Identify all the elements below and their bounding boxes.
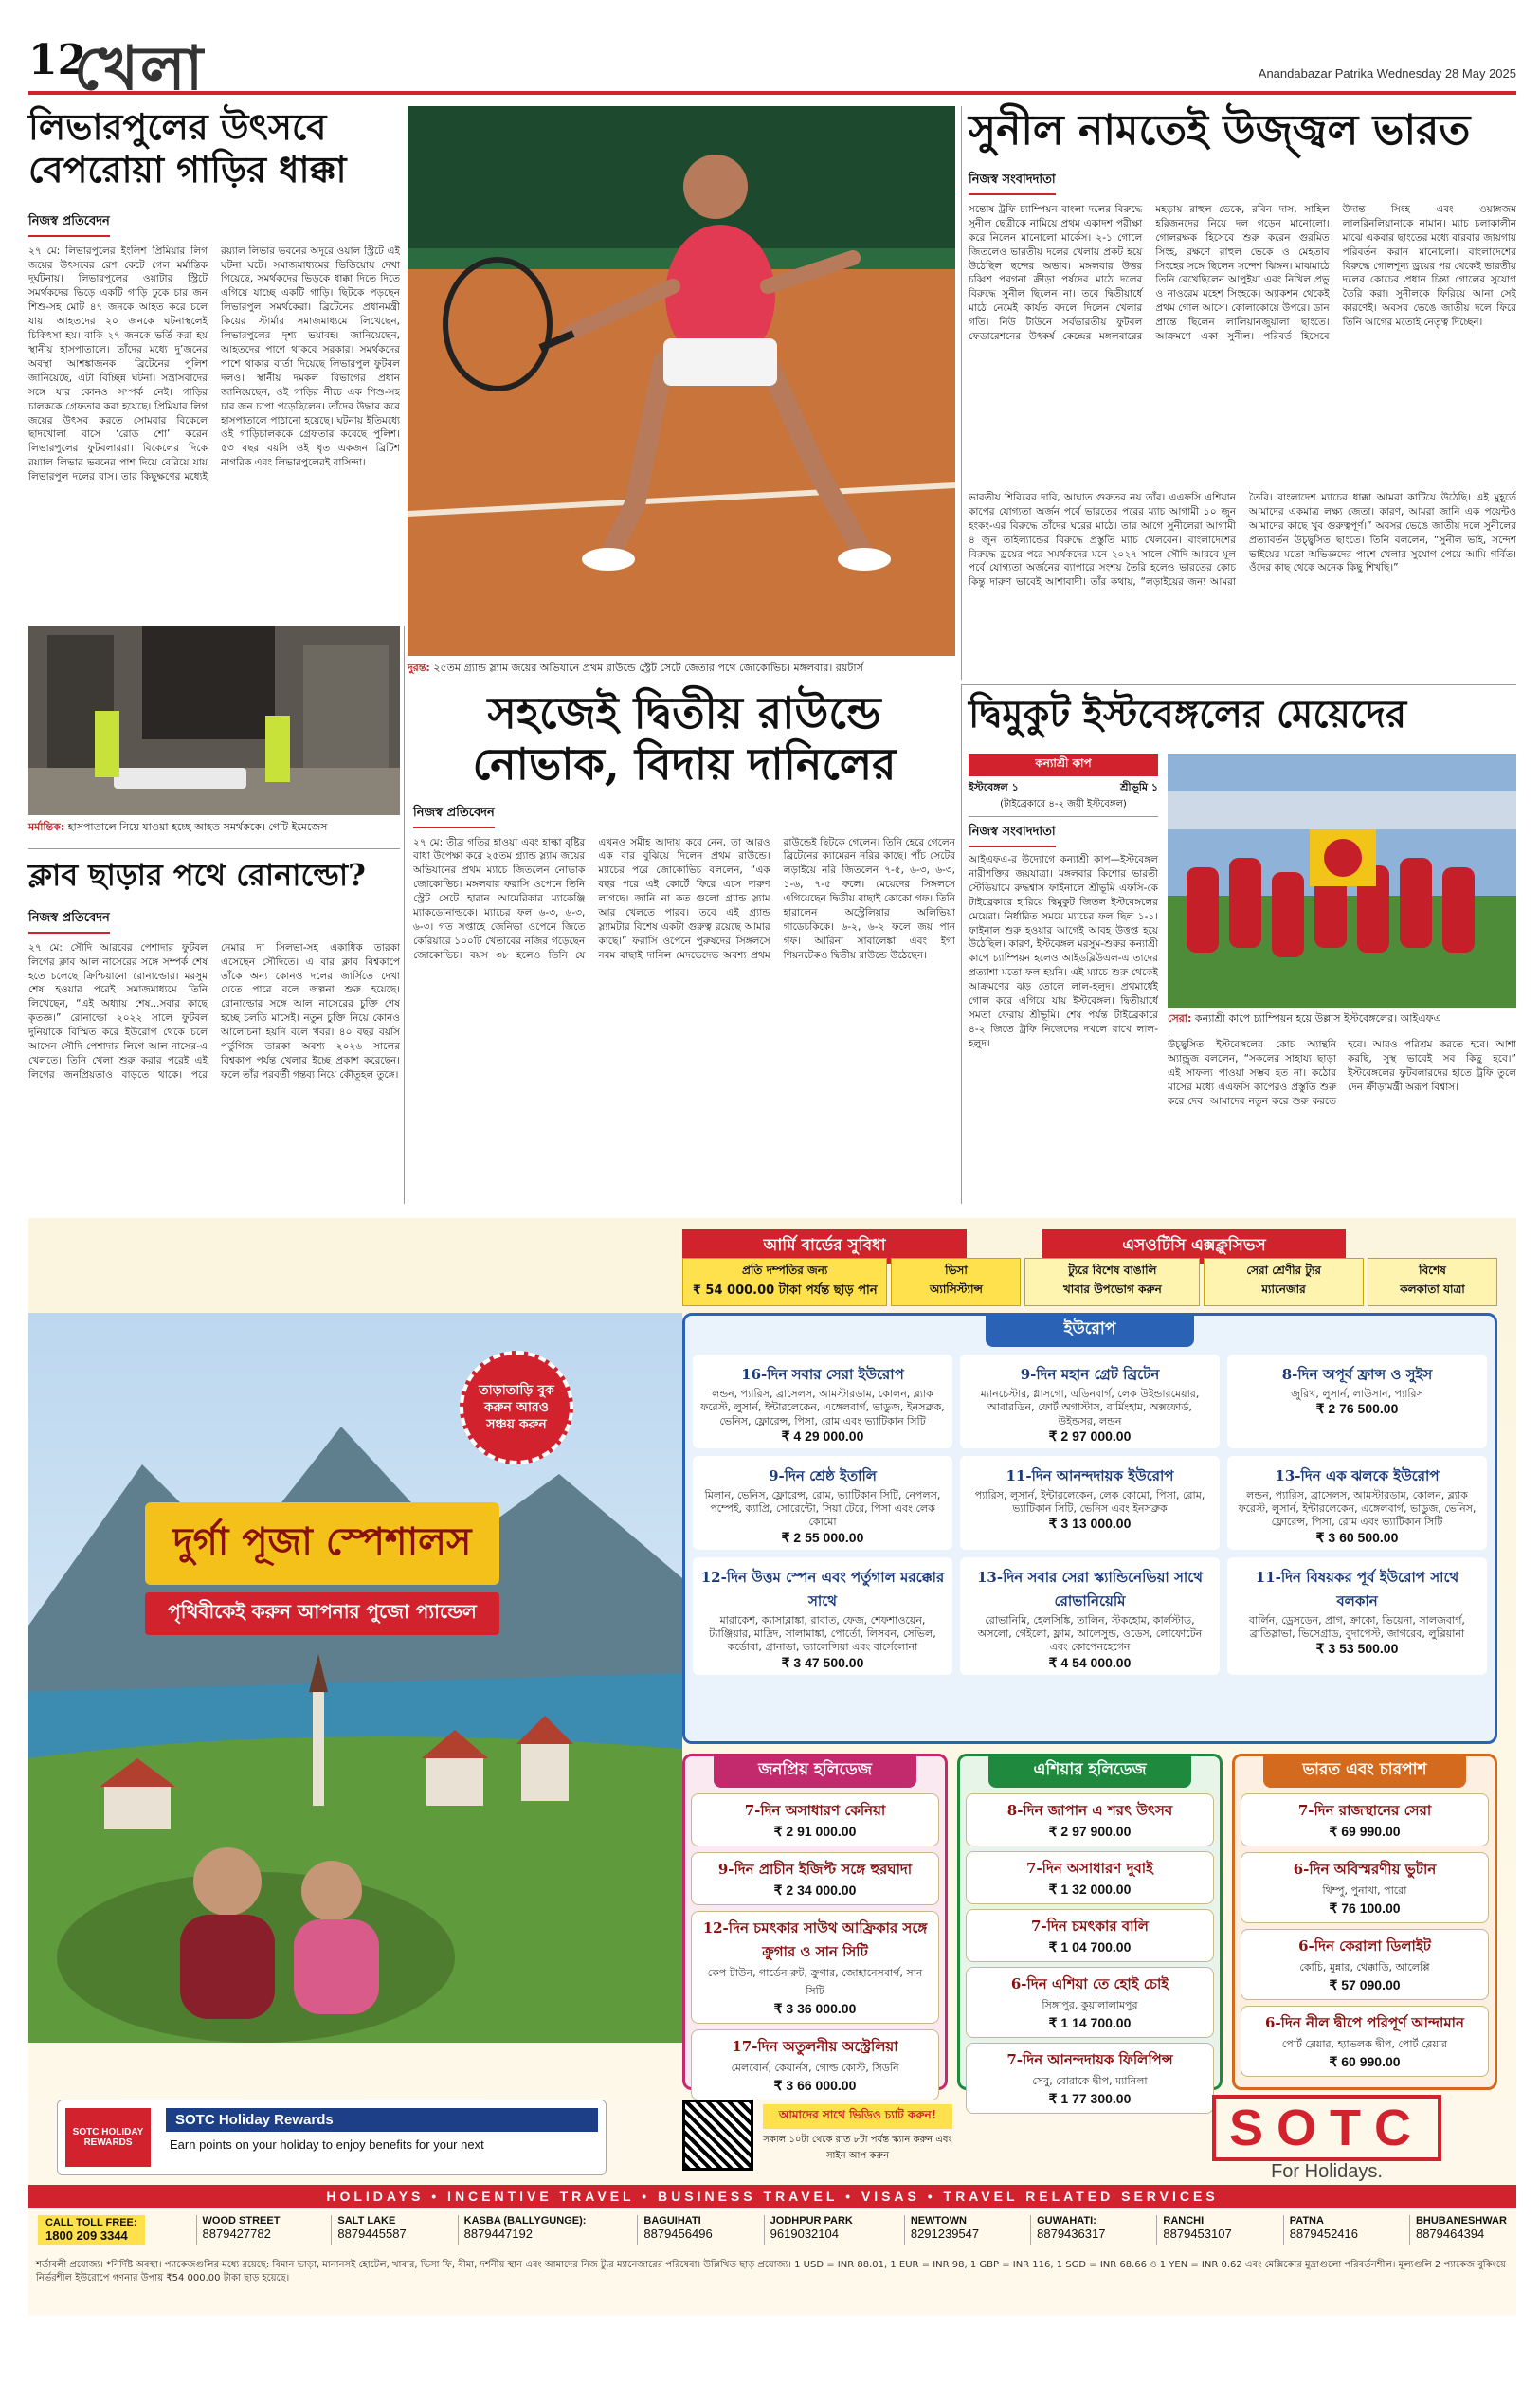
perk-item: সেরা শ্রেণীর ট্যুর ম্যানেজার [1204,1258,1364,1306]
story-body: ২৭ মে: সৌদি আরবের পেশাদার ফুটবল লিগের ক্লাব আল নাসেরের সঙ্গে সম্পর্ক শেষ হতে চলেছে ক্রিশ্চিয়ানো রোনাল্ডোর। মরসুম শেষ হওয়ার পরেই সমাজমাধ্যমে তিনি লিখেছেন, “এই অধ্যায় শেষ...সবার কাছে কৃতজ্ঞ।” রোনাল্ডো ২০২২ সালে ফুটবল দুনিয়াকে বিস্মিত করে ইউরোপ থেকে চলে আসেন সৌদি পেশাদার লিগে আল নাসের-এ খেলতে। তিনি খেলা শুরু করার পরেই এই লিগের জনপ্রিয়তাও বাড়তে থাকে। পরে নেমার দা সিলভা-সহ একাধিক তারকা এসেছেন সৌদিতে। এ বার ক্লাব বিশ্বকাপে তাঁকে অন্য কোনও দলের জার্সিতে দেখা যেতে পারে বলে জল্পনা শুরু হয়েছে। রোনাল্ডোর সঙ্গে আল নাসেরের চুক্তি শেষ হচ্ছে চলতি মাসেই। নতুন চুক্তি নিয়ে কোনও আলোচনা হয়নি বলে খবর। ৪০ বছর বয়সি পর্তুগিজ তারকা অবশ্য ২০২৬ সালের বিশ্বকাপ পর্যন্ত খেলার ইচ্ছে প্রকাশ করেছেন। ফলে তাঁর পরবর্তী গন্তব্য নিয়ে কৌতূহল তুঙ্গে। [28,941,400,1081]
tour-card[interactable] [966,1967,1214,2038]
branch-name: GUWAHATI: [1037,2215,1096,2227]
story-body: ২৭ মে: তীব্র গতির হাওয়া এবং হাল্কা বৃষ্টির বাধা উপেক্ষা করে ২৫তম গ্র্যান্ড স্ল্যাম জয়ের অভিযানের প্রথম ম্যাচে জিতলেন নোভাক জোকোভিচ। মঙ্গলবার ফরাসি ওপেনে তিনি স্ট্রেট সেটে হারান আমেরিকার ম্যাকেঞ্জি ম্যাকডোনাল্ডকে। ম্যাচের ফল ৬-৩, ৬-৩, ৬-৩। গত সপ্তাহে জেনিভা ওপেনে জিতে কেরিয়ারে ১০০টি খেতাবের নজির গড়েছেন জোকোভিচ। বয়স ৩৮ হলেও তিনি যে এখনও সমীহ আদায় করে নেন, তা আরও এক বার বুঝিয়ে দিলেন প্রথম রাউন্ডে। ম্যাচের পরে জোকোভিচ বললেন, “এক বছর পরে এই কোর্টে ফিরে এসে দারুণ লাগছে। জানি না কত গুলো গ্র্যান্ড স্ল্যাম আর খেলতে পারব। তবে এই গ্র্যান্ড স্ল্যামটার বিশেষ একটা গুরুত্ব রয়েছে আমার কাছে।” ফরাসি ওপেনে পুরুষদের সিঙ্গলসে নবম বাছাই দানিল মেদভেদেভ অবশ্য প্রথম রাউন্ডেই ছিটকে গেলেন। তিনি হেরে গেলেন ব্রিটেনের ক্যামেরন নরির কাছে। পাঁচ সেটের লড়াইয়ে নরি জিতলেন ৭-৫, ৬-৩, ৬-৩, ১-৬, ৭-৫ ফলে। মেয়েদের সিঙ্গলসে এগিয়েছেন দ্বিতীয় বাছাই কোকো গফ। তিনি হারালেন অস্ট্রেলিয়ার অলিভিয়া গাডেচকিকে। ৬-২, ৬-২ ফলে জয় পান গফ। আরিনা সাবালেঙ্কা এবং ইগা শিয়নটেকও দ্বিতীয় রাউন্ডে উঠেছেন। [413,836,955,961]
tour-places: মারাকেশ, ক্যাসাব্লাঙ্কা, রাবাত, ফেজ, শেফশাওয়েন, ট্যাঞ্জিয়ার, মাদ্রিদ, সালামাঙ্কা, পোর্তো, লিসবন, সেভিল, কর্ডোবা, গ্রানাডা, ভ্যালেন্সিয়া এবং বার্সেলোনা [709,1613,936,1654]
tour-price: ₹ 1 77 300.00 [1048,2091,1132,2106]
branch-phone: 9619032104 [770,2227,839,2241]
branch-name: RANCHI [1163,2215,1205,2227]
byline: নিজস্ব সংবাদদাতা [969,171,1056,195]
tour-card[interactable] [960,1557,1220,1675]
score-away: শ্রীভূমি ১ [1120,781,1158,793]
qr-text: সকাল ১০টা থেকে রাত ৮টা পর্যন্ত স্ক্যান করুন এবং সাইন আপ করুন [763,2135,952,2161]
india-title: ভারত এবং চারপাশ [1263,1754,1466,1788]
tour-name: 6-দিন অবিস্মরণীয় ভুটান [1293,1861,1437,1878]
branch-name: SALT LAKE [337,2215,396,2227]
story-novak [413,687,955,1213]
tour-places: বার্লিন, ড্রেসডেন, প্রাগ, ক্রাকো, ভিয়েনা, সালজবার্গ, ব্রাতিস্লাভা, ভিসেগ্রাড, বুদাপেস্ট, জাগরেব, লুব্লিয়ানা [1249,1613,1465,1641]
branch-phone: 8879436317 [1037,2227,1106,2241]
branch-name: BAGUIHATI [643,2215,701,2227]
tour-places: জুরিখ, লুসার্ন, লাউসান, প্যারিস [1291,1388,1423,1400]
paper-dateline: Anandabazar Patrika Wednesday 28 May 2025 [1258,66,1516,81]
tour-card[interactable] [1241,1929,1489,2000]
branch-contact[interactable] [637,2215,712,2245]
perk-item: বিশেষ কলকাতা যাত্রা [1368,1258,1497,1306]
tour-price: ₹ 2 97 000.00 [1048,1427,1132,1444]
popular-title: জনপ্রিয় হলিডেজ [714,1754,916,1788]
branch-contact[interactable] [331,2215,406,2245]
alpine-lake-family-image [28,1313,682,2043]
tour-name: 7-দিন অসাধারণ দুবাই [1026,1860,1153,1877]
headline: ক্লাব ছাড়ার পথে রোনাল্ডো? [28,857,366,893]
section-title: খেলা [74,33,206,104]
tour-price: ₹ 57 090.00 [1329,1977,1401,1992]
tour-price: ₹ 60 990.00 [1329,2054,1401,2069]
tour-price: ₹ 3 13 000.00 [1048,1516,1132,1532]
story-eastbengal [969,692,1516,736]
story-sunil [969,106,1516,671]
branch-phone: 8879464394 [1415,2227,1485,2241]
branch-phone: 8879445587 [337,2227,407,2241]
branch-contact[interactable] [764,2215,853,2245]
ambulance-stretcher-image [28,626,400,815]
byline: নিজস্ব প্রতিবেদন [28,212,110,237]
caption-label: সেরা: [1168,1012,1192,1025]
army-label: আর্মি বার্ডের সুবিধা [763,1236,886,1255]
branch-name: KASBA (BALLYGUNGE): [463,2215,587,2227]
qr-title: আমাদের সাথে ভিডিও চ্যাট করুন! [763,2104,952,2129]
tour-price: ₹ 1 14 700.00 [1048,2015,1132,2030]
branch-phone: 1800 209 3344 [45,2228,128,2243]
tour-price: ₹ 3 66 000.00 [773,2078,857,2093]
tour-name: 12-দিন উত্তম স্পেন এবং পর্তুগাল মরক্কোর সাথে [700,1568,945,1609]
score-note: (টাইব্রেকারে ৪-২ জয়ী ইস্টবেঙ্গল) [969,797,1158,817]
tour-card[interactable] [691,1793,939,1846]
score-home: ইস্টবেঙ্গল ১ [969,781,1019,793]
eastbengal-photo [1168,754,1516,1008]
tour-places: লন্ডন, প্যারিস, ব্রাসেলস, আমস্টারডাম, কোলন, ব্ল্যাক ফরেস্ট, লুসার্ন, ইন্টারলেকেন, এঙ্গেলবার্গ, ভাডুজ, ভেনিস, ফ্লোরেন্স, পিসা, রোম এবং ভ্যাটিকান সিটি [1238,1488,1477,1529]
asia-section [957,1754,1223,2106]
tour-places: থিম্পু, পুনাখা, পারো [1322,1884,1407,1897]
tour-card[interactable] [1227,1557,1487,1675]
story-body: ২৭ মে: লিভারপুলের ইংলিশ প্রিমিয়ার লিগ জয়ের উৎসবের রেশ কেটে গেল মর্মান্তিক দুর্ঘটনায়। লিভারপুলের ওয়াটার স্ট্রিটে সমর্থকদের ভিড়ে একটি গাড়ি ঢুকে চার জন শিশু-সহ মোট ৪৭ জনকে আহত করে চলে যায়। আহতদের ২০ জনকে ঘটনাস্থলেই চিকিৎসা হয়। বাকি ২৭ জনকে ভর্তি করা হয় স্থানীয় হাসপাতালে। তাঁদের মধ্যে দু’জনের অবস্থা আশঙ্কাজনক। ব্রিটেনের পুলিশ জানিয়েছে, এটা বিচ্ছিন্ন ঘটনা। সন্ত্রাসবাদের সঙ্গে যার কোনও সম্পর্ক নেই। গাড়ির চালককে গ্রেফতার করা হয়েছে। প্রিমিয়ার লিগ জয়ের উৎসব করতে সোমবার বিকেলে ছাদখোলা বাসে ‘রোড শো’ করেন লিভারপুলের ফুটবলাররা। বিকেলের দিকে রয়্যাল লিভার ভবনের পাশ দিয়ে বেরিয়ে যায় লিভারপুল দলের বাস। তার কিছুক্ষণের মধ্যেই রয়্যাল লিভার ভবনের অদূরে ওয়াল স্ট্রিটে এই ঘটনা ঘটে। সমাজমাধ্যমের ভিডিয়োয় দেখা গিয়েছে, সমর্থকদের ভিড়কে ধাক্কা দিতে দিতে এগিয়ে যাচ্ছে একটি গাড়ি। ছিটকে পড়ছেন লিভারপুল সমর্থকেরা। ব্রিটেনের প্রধানমন্ত্রী কিয়ের স্টার্মার সমাজমাধ্যমে লিখেছেন, লিভারপুলের দৃশ্য ভয়াবহ। জানিয়েছেন, আহতদের পাশে থাকবে সরকার। সমর্থকদের পাশে থাকার বার্তা দিয়েছে লিভারপুল ফুটবল দলও। স্থানীয় দমকল বিভাগের প্রধান জানিয়েছেন, ওই গাড়ির নীচে এক শিশু-সহ চার জন চাপা পড়েছিলেন। তাঁদের উদ্ধার করে হাসপাতালে পাঠানো হয়েছে। ঘটনায় ইতিমধ্যে ওই গাড়িচালককে গ্রেফতার করেছে পুলিশ। ৫৩ বছর বয়সি ওই ধৃত একজন ব্রিটিশ নাগরিক এবং লিভারপুলেরই বাসিন্দা। [28,245,400,483]
tour-name: 13-দিন সবার সেরা স্ক্যান্ডিনেভিয়া সাথে রোভানিয়েমি [977,1568,1203,1609]
caption-label: মর্মান্তিক: [28,821,65,833]
tour-card[interactable] [693,1456,952,1550]
branch-phone: 8879456496 [643,2227,713,2241]
cup-tag: কন্যাশ্রী কাপ [969,754,1158,776]
rewards-box [57,2100,607,2175]
brand-name: SOTC [1212,2095,1441,2161]
sotc-logo [1156,2095,1497,2183]
tour-places: ম্যানচেস্টার, গ্লাসগো, এডিনবার্গ, লেক উইন্ডারমেয়ার, আবারডিন, ফোর্ট অগাস্টাস, বার্মিংহাম, অক্সফোর্ড, উইন্ডসর, লন্ডন [980,1388,1200,1427]
tour-card[interactable] [691,2029,939,2100]
tour-price: ₹ 3 47 500.00 [781,1654,864,1670]
tour-name: 17-দিন অতুলনীয় অস্ট্রেলিয়া [732,2038,898,2055]
tour-name: 13-দিন এক ঝলকে ইউরোপ [1275,1466,1440,1484]
rewards-text: Earn points on your holiday to enjoy benefits for your next [170,2137,484,2152]
branch-contact[interactable] [196,2215,281,2245]
tour-name: 16-দিন সবার সেরা ইউরোপ [741,1366,904,1383]
tour-card[interactable] [691,1911,939,2024]
tour-price: ₹ 69 990.00 [1329,1824,1401,1839]
tour-name: 11-দিন বিষয়কর পূর্ব ইউরোপ সাথে বলকান [1255,1568,1459,1609]
liverpool-caption [28,821,400,835]
tour-places: পোর্ট ব্লেয়ার, হ্যাভলক দ্বীপ, পোর্ট ব্লেয়ার [1281,2038,1448,2050]
popular-section [682,1754,948,2093]
tour-places: কোচি, মুন্নার, থেক্কাডি, আলেপ্পি [1299,1961,1430,1973]
tour-card[interactable] [960,1355,1220,1448]
asia-title: এশিয়ার হলিডেজ [988,1754,1191,1788]
tour-name: 8-দিন অপূর্ব ফ্রান্স ও সুইস [1281,1366,1433,1383]
eastbengal-caption [1168,1012,1516,1027]
tour-places: মেলবোর্ন, কেয়ার্নস, গোল্ড কোস্ট, সিডনি [731,2062,899,2074]
popular-list [685,1788,945,2106]
story-ronaldo [28,858,400,1145]
branch-contact[interactable] [1409,2215,1507,2245]
branch-contact[interactable] [1156,2215,1231,2245]
sotc-advertisement [28,1218,1516,2316]
caption-text: ২৫তম গ্র্যান্ড স্ল্যাম জয়ের অভিযানে প্রথম রাউন্ডে স্ট্রেট সেটে জেতার পথে জোকোভিচ। মঙ্গলবার। রয়টার্স [433,662,863,674]
tour-price: ₹ 2 97 900.00 [1048,1824,1132,1839]
tour-places: মিলান, ভেনিস, ফ্লোরেন্স, রোম, ভ্যাটিকান সিটি, নেপলস, পম্পেই, ক্যাপ্রি, সোরেন্টো, সিয়া টেরে, পিসা এবং লেক কোমো [704,1488,941,1529]
tour-price: ₹ 2 91 000.00 [773,1824,857,1839]
caption-text: কন্যাশ্রী কাপে চ্যাম্পিয়ন হয়ে উল্লাস ইস্টবেঙ্গলের। আইএফএ [1194,1012,1441,1025]
contacts-row [28,2211,1516,2248]
branch-phone: 8879447192 [463,2227,533,2241]
services-strip: HOLIDAYS • INCENTIVE TRAVEL • BUSINESS TRAVEL • VISAS • TRAVEL RELATED SERVICES [28,2185,1516,2208]
tour-name: 7-দিন রাজস্থানের সেরা [1297,1802,1432,1819]
tour-price: ₹ 76 100.00 [1329,1900,1401,1916]
brand-tagline: For Holidays. [1271,2161,1383,2182]
tour-places: কেপ টাউন, গার্ডেন রুট, ক্রুগার, জোহানেসবার্গ, সান সিটি [707,1967,923,1997]
team-celebration-image [1168,754,1516,1008]
headline-line-1: সহজেই দ্বিতীয় রাউন্ডে [487,687,881,738]
tennis-caption [408,662,955,676]
branch-name: CALL TOLL FREE: [45,2217,137,2228]
tour-card[interactable] [1227,1456,1487,1550]
europe-title: ইউরোপ [986,1313,1194,1347]
tour-places: লন্ডন, প্যারিস, ব্রাসেলস, আমস্টারডাম, কোলন, ব্ল্যাক ফরেস্ট, লুসার্ন, ইন্টারলেকেন, এঙ্গেলবার্গ, ভাডুজ, ইনসব্রুক, ভেনিস, ফ্লোরেন্স, পিসা, রোম এবং ভ্যাটিকান সিটি [700,1388,945,1427]
tour-price: ₹ 2 34 000.00 [773,1882,857,1898]
exclusive-label: এসওটিসি এক্সক্লুসিভস [1122,1236,1266,1255]
story-body-continued: ভারতীয় শিবিরের দাবি, আঘাত গুরুতর নয় তাঁর। এএফসি এশিয়ান কাপের যোগ্যতা অর্জন পর্বে ভারতের পরের ম্যাচ আগামী ১০ জুন হংকং-এর বিরুদ্ধে তাঁদের ঘরের মাঠে। তার আগে সুনীলেরা আগামী ৪ জুন তাইল্যান্ডের বিরুদ্ধে প্রস্তুতি ম্যাচ খেলবেন। বাংলাদেশের বিরুদ্ধে ড্রয়ের পরে সমর্থকদের মনে ২০২৭ সালে সৌদি আরবে মূল পর্বে যোগ্যতা অর্জনের ব্যাপারে সংশয় তৈরি হলেও ভারতের কোচ কিন্তু দারুণ ভাবেই আশাবাদী। তাঁর কথায়, “লড়াইয়ের জন্য আমরা তৈরি। বাংলাদেশ ম্যাচের ধাক্কা আমরা কাটিয়ে উঠেছি। এই মুহূর্তে আমাদের একমাত্র লক্ষ্য জেতা। কারণ, আমরা জানি এক পয়েন্টও আমাদের কাছে খুব গুরুত্বপূর্ণ।” অবসর ভেঙে জাতীয় দলে সুনীলের প্রত্যাবর্তন উচ্ছ্বসিত ছাংতে। তিনি বললেন, “সুনীল ভাই, সন্দেশ ভাইয়ের মতো অভিজ্ঞদের পাশে খেলার সুযোগ পেয়ে আমি গর্বিত। ওঁদের কাছ থেকে অনেক কিছু শিখছি।” [969,491,1516,589]
tour-name: 8-দিন জাপান এ শরৎ উৎসব [1006,1802,1173,1819]
scenery-image [28,1313,682,2043]
tour-places: সিঙ্গাপুর, কুয়ালালামপুর [1042,1999,1138,2011]
byline: নিজস্ব সংবাদদাতা [969,823,1056,847]
tour-card[interactable] [1241,1793,1489,1846]
tour-name: 11-দিন আনন্দদায়ক ইউরোপ [1006,1466,1174,1484]
puja-title: দুর্গা পূজা স্পেশালস [145,1502,500,1585]
liverpool-photo [28,626,400,815]
europe-grid [685,1347,1495,1682]
branch-phone: 8879452416 [1289,2227,1358,2241]
tennis-photo [408,106,955,656]
tour-price: ₹ 4 29 000.00 [781,1427,864,1444]
tour-places: রোভানিমি, হেলসিঙ্কি, তালিন, স্টকহোম, কার্লস্টাড, অসলো, গেইলো, ফ্লাম, আলেসুন্ড, ওডেস, লোফোটেন এবং কোপেনহেগেন [977,1613,1203,1654]
headline: দ্বিমুকুট ইস্টবেঙ্গলের মেয়েদের [969,692,1407,736]
headline-line-2: বেপরোয়া গাড়ির ধাক্কা [28,147,347,191]
asia-list [960,1788,1220,2119]
tour-card[interactable] [966,1909,1214,1962]
story-body: সন্তোষ ট্রফি চ্যাম্পিয়ন বাংলা দলের বিরুদ্ধে সুনীল ছেত্রীকে নামিয়ে প্রথম একাদশ পরীক্ষা করে নিলেন মানোলো মার্কেস। ২-১ গোলে জিতলেও ভারতীয় দলের খেলায় প্রকট হয়ে উঠেছিল ছন্দের অভাব। মঙ্গলবার উত্তর চব্বিশ পরগনা ক্রীড়া পর্ষদের মাঠে দলের বিরুদ্ধে সুনীল ছিলেন না। তবে দ্বিতীয়ার্ধে মাঠে নেমেই কার্যত বদলে দিলেন খেলার গতি। নিউ টাউনে সর্বভারতীয় ফুটবল ফেডারেশনের উৎকর্ষ কেন্দ্রের মঙ্গলবারের মহড়ায় রাহুল ভেকে, রবিন দাস, সাহিল হরিজনদের নিয়ে দল গড়েন মানোলো। গোলরক্ষক হিসেবে শুরু করেন গুরমিত সিংহ, রক্ষণে রাহুল ভেকে ও মেহতাব সিংহের সঙ্গে ছিলেন সন্দেশ ঝিঙ্গন। মাঝমাঠে তিনি রেখেছিলেন আপুইয়া এবং নিখিল প্রভু ও নাওরেম মহেশ সিংহকে। অ্যাকশন থেকেই প্রথম গোল আসে। কোলাকোয়ে উপরে। ডান প্রান্তে ছিলেন লালিয়ানজুয়ালা ছাংতে। আক্রমণে একা সুনীল। পরিবর্ত হিসেবে উদান্ত সিংহ এবং ওয়াঙ্গজম লালরিনলিয়ানাকে নামান। ম্যাচ চলাকালীন মাঝে একবার ছাংতের মধ্যে বারবার জায়গায় পরিবর্তন করান মানোলো। বাংলাদেশের বিরুদ্ধে গোলশূন্য ড্রয়ের পর থেকেই ভারতীয় দলের কোচের প্রধান চিন্তা গোলের সুযোগ তৈরি করা। সুনীলকে ফিরিয়ে আনা সেই কারণেই। অবসর ভেঙে জাতীয় দলে ফিরে তিনি আগের মতোই নেতৃত্ব দিচ্ছেন। [969,203,1516,343]
rewards-logo: SOTC HOLIDAY REWARDS [65,2108,151,2167]
tour-name: 9-দিন প্রাচীন ইজিপ্ট সঙ্গে হুরঘাদা [717,1861,913,1878]
djokovic-image [408,106,955,656]
tour-name: 9-দিন শ্রেষ্ঠ ইতালি [769,1466,877,1484]
tour-card[interactable] [691,1852,939,1905]
headline-line-2: নোভাক, বিদায় দানিলের [472,738,897,791]
tour-price: ₹ 1 04 700.00 [1048,1939,1132,1955]
perk-item: ট্যুরে বিশেষ বাঙালি খাবার উপভোগ করুন [1024,1258,1200,1306]
tour-price: ₹ 2 76 500.00 [1315,1401,1399,1417]
tour-name: 9-দিন মহান গ্রেট ব্রিটেন [1020,1366,1160,1383]
caption-text: হাসপাতালে নিয়ে যাওয়া হচ্ছে আহত সমর্থককে। গেটি ইমেজেস [67,821,328,833]
branch-phone: 8879427782 [202,2227,271,2241]
headline: সুনীল নামতেই উজ্জ্বল ভারত [969,106,1471,155]
tour-card[interactable] [966,1851,1214,1904]
europe-section [682,1313,1497,1744]
byline: নিজস্ব প্রতিবেদন [413,804,495,828]
tour-card[interactable] [1227,1355,1487,1448]
story-body: আইএফএ-র উদ্যোগে কন্যাশ্রী কাপ—ইস্টবেঙ্গল নারীশক্তির জয়যাত্রা। মঙ্গলবার কিশোর ভারতী স্টেডিয়ামে রুদ্ধশ্বাস ফাইনালে শ্রীভূমি এফসি-কে টাইব্রেকারে হারিয়ে দ্বিমুকুট জিতল ইস্টবেঙ্গলের মেয়েরা। নির্ধারিত সময়ে ম্যাচের ফল ছিল ১-১। ফাইনাল শুরু হওয়ার আগেই আবহ উত্তপ্ত হয়ে উঠেছিল। কারণ, ইস্টবেঙ্গল মরসুম-শুরুর কন্যাশ্রী কাপে চ্যাম্পিয়ন হলেও আইডব্লিউএল-এ তাদের প্রত্যাশা মতো ফল হয়নি। এই ম্যাচে শুরু থেকেই আক্রমণের ঝড় তোলে লাল-হলুদ। প্রথমার্ধেই গোল করে এগিয়ে যায় ইস্টবেঙ্গল। দ্বিতীয়ার্ধে সমতা ফেরায় শ্রীভূমি। শেষ পর্যন্ত টাইব্রেকারে ৪-২ জিতে ট্রফি নিজেদের দখলে রাখে লাল-হলুদ। [969,854,1158,1049]
branch-contact[interactable] [458,2215,587,2245]
branch-name: WOOD STREET [202,2215,281,2227]
tour-price: ₹ 2 55 000.00 [781,1529,864,1545]
tour-card[interactable] [1241,2006,1489,2077]
tour-name: 7-দিন চমৎকার বালি [1031,1918,1149,1935]
branch-contact[interactable] [1030,2215,1105,2245]
tour-price: ₹ 4 54 000.00 [1048,1654,1132,1670]
india-list [1235,1788,1495,2082]
tour-card[interactable] [1241,1852,1489,1923]
tour-name: 6-দিন এশিয়া তে হোই চোই [1010,1975,1169,1992]
rewards-title: SOTC Holiday Rewards [166,2108,598,2132]
byline: নিজস্ব প্রতিবেদন [28,909,110,934]
book-early-badge: তাড়াতাড়ি বুক করুন আরও সঞ্চয় করুন [460,1351,573,1464]
branch-contact[interactable] [1283,2215,1358,2245]
tour-price: ₹ 3 60 500.00 [1315,1529,1399,1545]
masthead [28,28,1516,104]
puja-subtitle: পৃথিবীকেই করুন আপনার পুজো প্যান্ডেল [145,1592,499,1635]
perk-item: ভিসা অ্যাসিস্ট্যান্স [891,1258,1021,1306]
puja-banner [57,1502,588,1635]
disclaimer: শর্তাবলী প্রযোজ্য। *নির্দিষ্ট অবস্থা। প্যাকেজগুলির মধ্যে রয়েছে: বিমান ভাড়া, মানানসই হোটেল, খাবার, ভিসা ফি, বীমা, দর্শনীয় স্থান এবং আমাদের নিজ ট্যুর ম্যানেজারের পরিষেবা। উল্লিখিত ছাড় প্রযোজ্য। 1 USD = INR 88.01, 1 EUR = INR 98, 1 GBP = INR 116, 1 SGD = INR 68.66 ও 1 YEN = INR 0.62 এবং মেক্সিকোর মুদ্রাগুলো পরিবর্তনশীল। মূল্যগুলি 2 প্যাকেজ বুকিংয়ে নির্ভরশীল ইউরোপে গণনার উপায় ₹54 000.00 টাকা ছাড় হয়েছে। [36,2260,1506,2283]
branch-phone: 8291239547 [910,2227,980,2241]
tour-name: 6-দিন নীল দ্বীপে পরিপূর্ণ আন্দামান [1264,2014,1464,2031]
branch-name: PATNA [1289,2215,1324,2227]
tour-name: 12-দিন চমৎকার সাউথ আফ্রিকার সঙ্গে ক্রুগার ও সান সিটি [702,1919,928,1960]
tour-card[interactable] [693,1355,952,1448]
page-number: 12 [28,36,87,84]
tour-name: 6-দিন কেরালা ডিলাইট [1298,1937,1431,1955]
tour-places: সেবু, বোরাকে দ্বীপ, ম্যানিলা [1032,2075,1148,2087]
tour-price: ₹ 3 53 500.00 [1315,1641,1399,1657]
branch-phone: 8879453107 [1163,2227,1232,2241]
headline-line-1: লিভারপুলের উৎসবে [28,105,327,148]
branch-name: NEWTOWN [910,2215,967,2227]
branch-contact[interactable] [38,2215,145,2245]
story-body-continued: উচ্ছ্বসিত ইস্টবেঙ্গলের কোচ অ্যান্থনি অ্যান্ড্রুজ বললেন, “সকলের সাহায্য ছাড়া এই সাফল্য পাওয়া সম্ভব হত না। কঠোর মাসের মধ্যে এএফসি কাপেরও প্রস্তুতি শুরু করে দেব। আমাদের নতুন করে শুরু করতে হবে। আরও পরিশ্রম করতে হবে। আশা করছি, সুস্থ ভাবেই সব কিছু হবে।” ইস্টবেঙ্গলের ফুটবলারদের হাতে ট্রফি তুলে দেন ক্রীড়ামন্ত্রী অরূপ বিশ্বাস। [1168,1039,1516,1107]
story-liverpool [28,106,400,624]
tour-price: ₹ 3 36 000.00 [773,2001,857,2016]
tour-card[interactable] [966,1793,1214,1846]
tour-places: প্যারিস, লুসার্ন, ইন্টারলেকেন, লেক কোমো, পিসা, রোম, ভ্যাটিকান সিটি, ভেনিস এবং ইনসব্রুক [974,1488,1205,1516]
tour-price: ₹ 1 32 000.00 [1048,1882,1132,1897]
qr-code[interactable] [682,2100,753,2171]
branch-name: BHUBANESHWAR [1415,2215,1507,2227]
perks-row [682,1258,1497,1306]
branch-contact[interactable] [904,2215,979,2245]
tour-card[interactable] [960,1456,1220,1550]
scorebox [969,754,1158,1209]
perk-item: প্রতি দম্পতির জন্য ₹ 54 000.00 টাকা পর্যন্ত ছাড় পান [682,1258,887,1306]
tour-card[interactable] [693,1557,952,1675]
branch-name: JODHPUR PARK [770,2215,853,2227]
caption-label: দুরন্ত: [408,662,430,674]
tour-name: 7-দিন অসাধারণ কেনিয়া [744,1802,886,1819]
qr-info [763,2104,952,2165]
tour-name: 7-দিন আনন্দদায়ক ফিলিপিন্স [1006,2051,1173,2068]
india-section [1232,1754,1497,2090]
